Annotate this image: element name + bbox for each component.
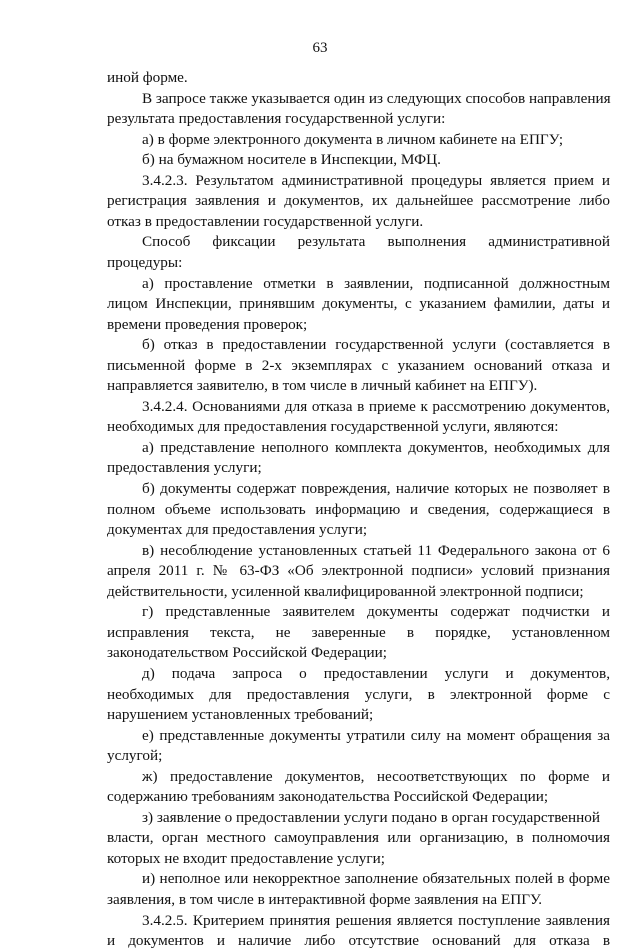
- text-line: б) документы содержат повреждения, наличие которых не позволяет в: [142, 480, 610, 497]
- text-line: содержанию требованиям законодательства Российской Федерации;: [107, 788, 549, 806]
- text-line: и) неполное или некорректное заполнение обязательных полей в форме: [142, 870, 610, 888]
- text-line: регистрация заявления и документов, их дальнейшее рассмотрение либо: [107, 192, 610, 210]
- text-line: 3.4.2.5. Критерием принятия решения является поступление заявления: [142, 911, 610, 929]
- text-line: заявления, в том числе в интерактивной форме заявления на ЕПГУ.: [107, 891, 543, 908]
- text-line: необходимых для предоставления государственной услуги, являются:: [107, 418, 559, 436]
- text-line: полном объеме использовать информацию и сведения, содержащиеся в: [107, 500, 610, 518]
- text-line: и документов и наличие либо отсутствие оснований для отказа в: [107, 932, 610, 950]
- text-line: е) представленные документы утратили силу на момент обращения за: [142, 726, 610, 744]
- text-line: Способ фиксации результата выполнения административной: [142, 233, 610, 251]
- text-line: В запросе также указывается один из следующих способов направления: [142, 89, 611, 107]
- text-line: апреля 2011 г. № 63-ФЗ «Об электронной подписи» условий признания: [107, 562, 610, 580]
- text-line: предоставления услуги;: [107, 459, 262, 477]
- text-line: нарушением установленных требований;: [107, 706, 374, 724]
- text-line: времени проведения проверок;: [107, 315, 308, 333]
- text-line: которых не входит предоставление услуги;: [107, 849, 385, 867]
- text-line: з) заявление о предоставлении услуги подано в орган государственной: [142, 808, 601, 826]
- text-line: в) несоблюдение установленных статьей 11 Федерального закона от 6: [142, 541, 610, 559]
- text-line: власти, орган местного самоуправления или организацию, в полномочия: [107, 829, 610, 847]
- text-line: а) проставление отметки в заявлении, подписанной должностным: [142, 274, 610, 292]
- text-line: ж) предоставление документов, несоответствующих по форме и: [142, 767, 610, 785]
- text-line: услугой;: [107, 747, 163, 765]
- text-line: 3.4.2.3. Результатом административной процедуры является прием и: [142, 171, 610, 189]
- text-line: процедуры:: [107, 253, 183, 271]
- text-line: 3.4.2.4. Основаниями для отказа в приеме к рассмотрению документов,: [142, 397, 610, 415]
- text-line: д) подача запроса о предоставлении услуги и документов,: [142, 664, 610, 682]
- text-line: а) в форме электронного документа в личном кабинете на ЕПГУ;: [142, 130, 564, 148]
- page-number: 63: [312, 40, 328, 56]
- text-line: иной форме.: [107, 69, 188, 86]
- text-line: лицом Инспекции, принявшим документы, с указанием фамилии, даты и: [107, 295, 610, 313]
- text-line: результата предоставления государственной услуги:: [107, 110, 446, 128]
- text-line: законодательством Российской Федерации;: [107, 644, 387, 662]
- text-line: документах для предоставления услуги;: [107, 521, 368, 539]
- text-line: б) на бумажном носителе в Инспекции, МФЦ.: [142, 151, 441, 169]
- text-line: б) отказ в предоставлении государственной услуги (составляется в: [142, 336, 610, 354]
- text-line: письменной форме в 2-х экземплярах с указанием оснований отказа и: [107, 356, 610, 374]
- text-line: направляется заявителю, в том числе в личный кабинет на ЕПГУ).: [107, 377, 538, 395]
- text-line: отказ в предоставлении государственной услуги.: [107, 212, 424, 230]
- text-line: г) представленные заявителем документы содержат подчистки и: [142, 603, 610, 621]
- text-line: а) представление неполного комплекта документов, необходимых для: [142, 438, 610, 456]
- text-line: необходимых для предоставления услуги, в электронной форме с: [107, 685, 610, 703]
- text-line: исправления текста, не заверенные в порядке, установленном: [107, 623, 610, 641]
- text-line: действительности, усиленной квалифицированной электронной подписи;: [107, 582, 584, 600]
